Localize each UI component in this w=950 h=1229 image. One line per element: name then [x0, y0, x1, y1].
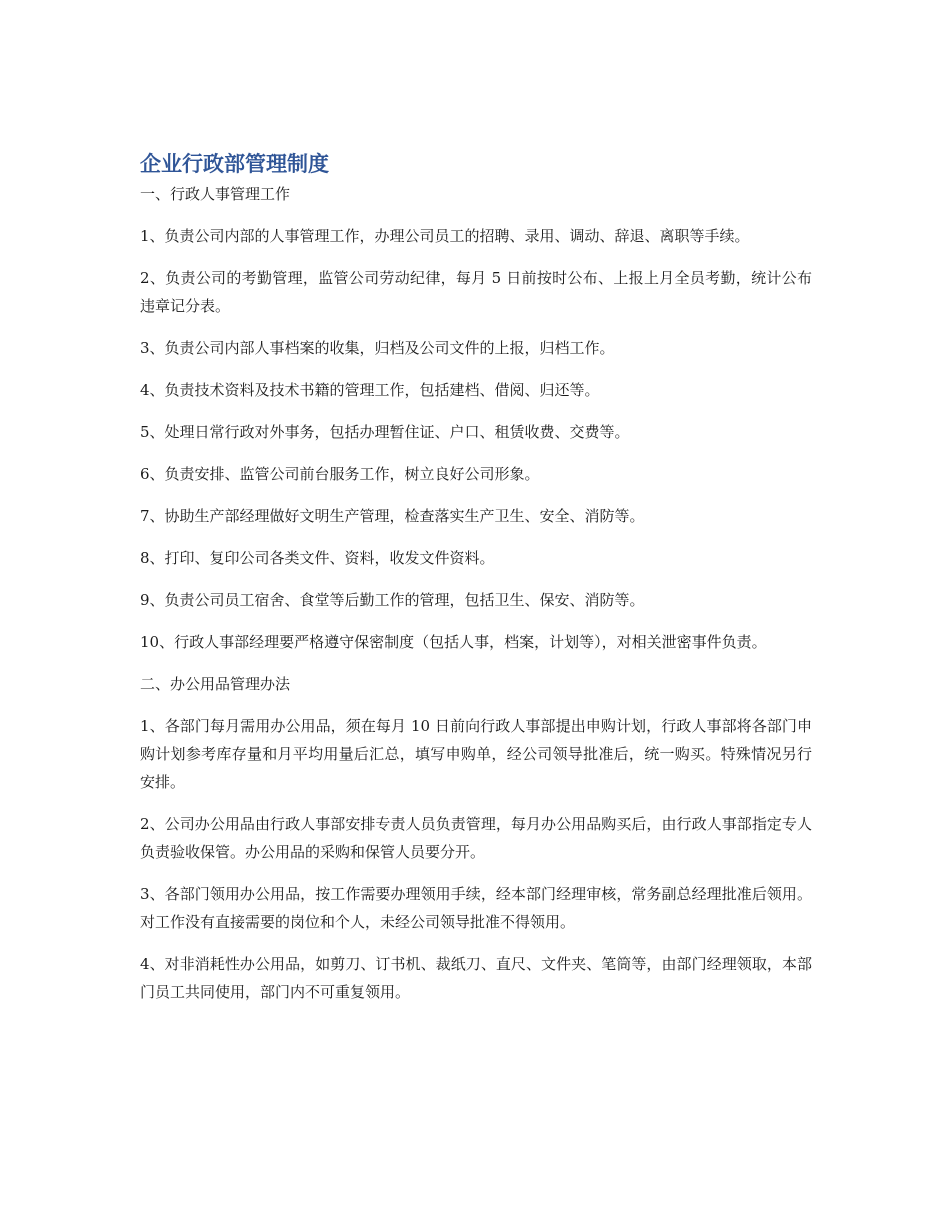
list-item: 3、负责公司内部人事档案的收集，归档及公司文件的上报，归档工作。: [140, 339, 615, 357]
document-title: 企业行政部管理制度: [140, 152, 329, 176]
section-office-supplies: [140, 670, 812, 1006]
document-page: [140, 148, 812, 1020]
list-item: 1、负责公司内部的人事管理工作，办理公司员工的招聘、录用、调动、辞退、离职等手续。: [140, 227, 750, 245]
list-item: 4、对非消耗性办公用品，如剪刀、订书机、裁纸刀、直尺、文件夹、笔筒等，由部门经理领取，本部门员工共同使用，部门内不可重复领用。: [140, 955, 812, 1001]
list-item: 6、负责安排、监管公司前台服务工作，树立良好公司形象。: [140, 465, 540, 483]
list-item: 2、负责公司的考勤管理，监管公司劳动纪律，每月 5 日前按时公布、上报上月全员考勤，统计公布违章记分表。: [140, 269, 812, 315]
list-item: 2、公司办公用品由行政人事部安排专责人员负责管理，每月办公用品购买后，由行政人事部指定专人负责验收保管。办公用品的采购和保管人员要分开。: [140, 815, 812, 861]
list-item: 3、各部门领用办公用品，按工作需要办理领用手续，经本部门经理审核，常务副总经理批准后领用。对工作没有直接需要的岗位和个人，未经公司领导批准不得领用。: [140, 885, 812, 931]
section-personnel: [140, 180, 812, 656]
list-item: 9、负责公司员工宿舍、食堂等后勤工作的管理，包括卫生、保安、消防等。: [140, 591, 645, 609]
list-item: 10、行政人事部经理要严格遵守保密制度（包括人事，档案，计划等），对相关泄密事件负责。: [140, 633, 767, 651]
list-item: 8、打印、复印公司各类文件、资料，收发文件资料。: [140, 549, 495, 567]
section-heading: 二、办公用品管理办法: [140, 675, 291, 693]
list-item: 7、协助生产部经理做好文明生产管理，检查落实生产卫生、安全、消防等。: [140, 507, 645, 525]
list-item: 1、各部门每月需用办公用品，须在每月 10 日前向行政人事部提出申购计划，行政人事部将各部门申购计划参考库存量和月平均用量后汇总，填写申购单，经公司领导批准后，统一购买。特殊情况另行安排。: [140, 717, 812, 791]
list-item: 4、负责技术资料及技术书籍的管理工作，包括建档、借阅、归还等。: [140, 381, 600, 399]
list-item: 5、处理日常行政对外事务，包括办理暂住证、户口、租赁收费、交费等。: [140, 423, 630, 441]
section-heading: 一、行政人事管理工作: [140, 185, 291, 203]
